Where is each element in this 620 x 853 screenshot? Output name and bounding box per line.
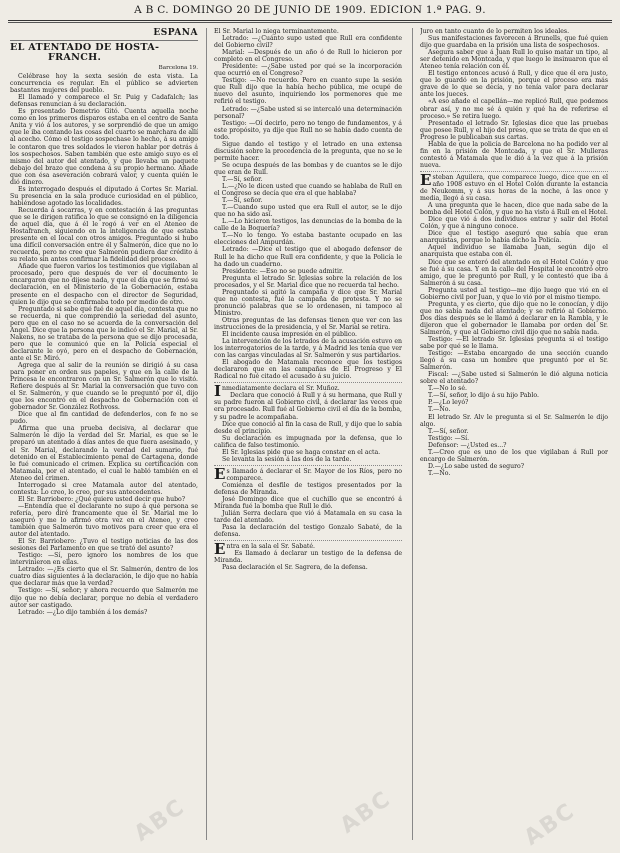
paragraph: Presentado el letrado Sr. Iglesias dice que las pruebas que posee Rull, y el hijo del preso, que se trata de que en el Progreso le publicaban sus cartas. xyxy=(420,119,608,141)
column-1 xyxy=(10,28,198,844)
dateline: Barcelona 19. xyxy=(158,65,198,71)
paragraph: L.—Lo hicieron testigos, las denuncias de la bomba de la calle de la Boquería? xyxy=(214,218,402,233)
paragraph: T.—Creo que es uno de los que vigilaban á Rull por encargo de Salmerón. xyxy=(420,448,608,463)
paragraph: Agrega que al salir de la reunión se dirigió á su casa para poner en orden sus papeles, y que en la calle de la Princesa le encontraron con un Sr. Salmerón que lo visitó. Refiere después al Sr. Marial la conversación que tuvo con el Sr. Salmerón, y que cuando se le preguntó por él, dijo que los encontró en el despacho de Gobernación con el gobernador Sr. González Rothvoss. xyxy=(10,361,198,412)
header-rule-double xyxy=(8,22,612,23)
column-divider xyxy=(412,28,413,840)
paragraph: Pregunta el letrado Sr. Iglesias sobre la relación de los procesados, y el Sr. Marial dice que no recuerda tal hecho. xyxy=(214,274,402,289)
paragraph: T.—Sí, señor. xyxy=(222,197,263,205)
divider xyxy=(214,382,402,383)
paragraph: Es interrogado después el diputado á Cortes Sr. Marial. Su presencia en la sala produce curiosidad en el público, habiéndose agotado las localidades. xyxy=(10,185,198,207)
divider xyxy=(214,540,402,541)
paragraph: El testigo entonces acusó á Rull, y dice que él era justo, que lo guardó en la prisión, porque el proceso era más grave de lo que se decía, y no tenía valor para declarar ante los jueces. xyxy=(420,70,608,99)
paragraph: Testigo: —Sí, pero ignoro los nombres de los que intervinieron en ellas. xyxy=(10,552,198,567)
watermark-stamp: ABC xyxy=(335,786,397,839)
paragraph: José Domingo dice que el cuchillo que se encontró á Miranda fué la bomba que Rull le dió. xyxy=(214,496,402,511)
paragraph: T.—Cuando supo usted que era Rull el autor, se le dijo que no ha sido así. xyxy=(214,204,402,219)
paragraph: El Sr. Barriobero: ¿Qué quiere usted decir que hubo? xyxy=(18,495,186,503)
paragraph: La intervención de los letrados de la acusación estuvo en los interrogatorios de la tarde, y á Madrid les tenía que ver con las cargas vinculadas al Sr. Salmerón y sus partidarios. xyxy=(214,338,402,360)
paragraph: Letrado: —¿Lo dijo también á los demás? xyxy=(18,608,148,616)
article-headline: EL ATENTADO DE HOSTA- xyxy=(10,42,160,53)
paragraph: Letrado: —¿Es cierto que el Sr. Salmerón, dentro de los cuatro días siguientes á la declaración, le dijo que no había que declarar más que la verdad? xyxy=(10,566,198,588)
paragraph: Testigo: —No recuerdo. Pero en cuanto supe la sesión que Rull dijo que la había hecho pública, me ocupé de nuevo del asunto, inquiriendo los pormenores que me refirió el testigo. xyxy=(214,77,402,106)
paragraph: Es llamado á declarar el Sr. Mayor de los Ríos, pero no comparece. xyxy=(214,464,402,483)
header-rule xyxy=(8,20,612,21)
paragraph: Preguntado si sabe qué fué de aquel día, contesta que no se recuerda, ni que comprendió la seriedad del asunto, pero que en el caso no se acuerda de la conversación del Angel. Dice que la persona que le indicó el Sr. Marial, al Sr. Nakens, no se trataba de la persona que se dijo procesada, pero que le comunicó que en la Policía especial el declarante le oyó, pero en el despacho de Gobernación, ante el Sr. Miró. xyxy=(10,305,198,362)
paragraph: Letrado: —¿Sabe usted si se intercaló una determinación personal? xyxy=(214,105,402,120)
paragraph: T.—Sí, señor. xyxy=(428,427,469,435)
article-headline-cont: FRANCH. xyxy=(48,52,102,63)
paragraph: Julián Serra declara que vió á Matamala en su casa la tarde del atentado. xyxy=(214,510,402,525)
paragraph: El incidente causa impresión en el público. xyxy=(222,331,357,339)
paragraph: Dice que vió á dos individuos entrar y salir del Hotel Colón, y que á ninguno conoce. xyxy=(420,216,608,231)
paragraph: Preguntado si agitó la campaña y dice que Sr. Marial que no contesta, fué la campaña de protesta. Y no se pronunció palabras que se lo ordenasen, ni tampoco al Ministro. xyxy=(214,288,402,317)
paragraph: Marial: —Después de un año ó de Rull lo hicieron por completo en el Congreso. xyxy=(214,49,402,64)
paragraph: Esteban Aguilera, que comparece luego, dice que en el año 1908 estuvo en el Hotel Colón durante la estancia de Neukomm, y á sus horas de la noche, á las once y media, llegó á su casa. xyxy=(420,170,608,203)
paragraph: Afirma que una prueba decisiva, al declarar que Salmerón le dijo la verdad del Sr. Marial, es que se le preparó un atentado á días antes de que fuera asesinado, y el Sr. Marial, declarando la verdad del sumario, fué detenido en el Establecimiento penal de Cartagena, donde le fué comunicado el crimen. Explica su certificación con Matamala, por el atentado, el cual le habló también en el Ateneo del crimen. xyxy=(10,425,198,482)
paragraph: Su declaración es impugnada por la defensa, que lo califica de falso testimonio. xyxy=(214,434,402,449)
section-title: ESPAÑA xyxy=(153,28,198,38)
paragraph: Defensor: —¿Usted es...? xyxy=(428,441,507,449)
paragraph: Es presentado Demetrio Gitó. Cuenta aquella noche como en los primeros disparos estaba en el centro de Santa Anita y vió á los autores, y se sorprendió de que un amigo que le iba contando las cosas del cuarto se marchara de allí al acecho. Cómo el testigo sospechase lo hecho, á su amigo le contaron que tres soldados le vieron hablar por detrás á los sospechosos. Saben también que este amigo suyo es el mismo del autor del atentado, y que llevaba un paquete debajo del brazo que condena á su propio hermano. Añade que con ésa aseveración cobrará valor, y cuenta quién le dió dinero. xyxy=(10,108,198,186)
page-header: A B C. DOMINGO 20 DE JUNIO DE 1909. EDICION 1.ª PAG. 9. xyxy=(134,4,486,16)
paragraph: Comienza el desfile de testigos presentados por la defensa de Miranda. xyxy=(214,481,402,496)
paragraph: Sigue dando el testigo y el letrado en una extensa discusión sobre la procedencia de la pregunta, que no se le permite hacer. xyxy=(214,140,402,162)
paragraph: Inmediatamente declara el Sr. Muñoz. xyxy=(214,382,340,401)
paragraph: Letrado: —¿Cuánto supo usted que Rull era confidente del Gobierno civil? xyxy=(214,35,402,50)
paragraph: Se ocupa después de las bombas y de cuantos se le dijo que eran de Rull. xyxy=(214,161,402,176)
paragraph: Pasa la declaración del testigo Gonzalo Sabaté, de la defensa. xyxy=(214,524,402,539)
paragraph: T.—No lo tengo. Yo estaba bastante ocupado en las elecciones del Ampurdán. xyxy=(214,232,402,247)
paragraph: L.—¿No le dicen usted que cuando se hablaba de Rull en el Congreso se decía que era el que hablaba? xyxy=(214,183,402,198)
paragraph: T.—No lo sé. xyxy=(428,385,467,393)
paragraph: Celébrase hoy la sexta sesión de esta vista. La concurrencia es regular. En el público se advierten bastantes mujeres del pueblo. xyxy=(10,73,198,95)
paragraph: Añade que fueron varios los testimonios que vigilaban al procesado, pero que después de ver el documento le encargaron que no dijese nada, y que el día que se firmó su declaración, en el Ministerio de la Gobernación, estaba presente en el despacho con el director de Seguridad, quien le dijo que se confirmaba todo por medio de otro. xyxy=(10,263,198,306)
paragraph: Testigo: —El letrado Sr. Iglesias pregunta si el testigo sabe por qué se le llama. xyxy=(420,336,608,351)
paragraph: Se levanta la sesión á las dos de la tarde. xyxy=(222,455,352,463)
paragraph: T.—No. xyxy=(428,469,451,477)
paragraph: T.—Sí, señor. xyxy=(222,175,263,183)
paragraph: A una pregunta que le hacen, dice que nada sabe de la bomba del Hotel Colón, y que no ha visto á Rull en el Hotel. xyxy=(420,202,608,217)
paragraph: Fiscal: —¿Sabe usted si Salmerón le dió alguna noticia sobre el atentado? xyxy=(420,371,608,386)
divider xyxy=(10,40,198,41)
paragraph: Aquel individuo se llamaba Juan, según dijo el anarquista que estaba con él. xyxy=(420,244,608,259)
paragraph: Pregunta, y es cierto, que dijo que no le conocían, y dijo que no sabía nada del atentado; y se refirió al Gobierno. Dos días después se le llamó á declarar en la Rambla, y le dijeron que el gobernador le llamaba por orden del Sr. Salmerón, y que al Gobierno civil dijo que no sabía nada. xyxy=(420,300,608,336)
paragraph: Dice que el testigo aseguró que sabía que eran anarquistas, porque lo había dicho la Policía. xyxy=(420,230,608,245)
paragraph: Pregunta usted al testigo—me dijo luego que vió en el Gobierno civil por Juan, y que lo vió por el mismo tiempo. xyxy=(420,286,608,301)
paragraph: Interrogado si cree Matamala autor del atentado, contesta: Lo creo, lo creo, por sus antecedentes. xyxy=(10,481,198,496)
paragraph: Presidente: —¿Sabe usted por qué se la incorporación que ocurrió en el Congreso? xyxy=(214,63,402,78)
paragraph: Presidente: —Eso no se puede admitir. xyxy=(222,267,344,275)
paragraph: Recuerda á socarras, y en contestación á las preguntas que se le dirigen ratifica lo que se consignó en la diligencia de aquel día, que á él le rogó á ver en el Ateneo de Hostafranch, siguiendo en la inteligencia de que estaba presente en el local con otros amigos. Preguntado si hubo una difícil conversación entre él y Salmerón, dice que no lo recuerda, pero no cree que Salmerón pudiera dar crédito á su relato sin antes confirmar la fidelidad del proceso. xyxy=(10,206,198,264)
paragraph: Dice que al fin cantidad de defenderlos, con fe no se pudo. xyxy=(10,411,198,426)
watermark-stamp: ABC xyxy=(519,798,581,851)
paragraph: El letrado Sr. Alv le pregunta si el Sr. Salmerón le dijo algo. xyxy=(420,413,608,428)
paragraph: Testigo: —Sí, señor; y ahora recuerdo que Salmerón me dijo que no debía declarar, porque no debía el verdadero autor ser castigado. xyxy=(10,587,198,609)
paragraph: El Sr. Marial lo niega terminantemente. xyxy=(214,28,339,35)
paragraph: T.—No. xyxy=(428,406,451,414)
paragraph: Declara que conoció á Rull y á su hermana, que Rull y su padre fueron al Gobierno civil, á declarar las veces que era procesado. Rull fué al Gobierno civil el día de la bomba, y su padre le acompañaba. xyxy=(214,392,402,421)
paragraph: El Sr. Iglesias pide que se haga constar en el acta. xyxy=(222,448,381,456)
column-3 xyxy=(420,28,608,844)
paragraph: D.—¿Lo sabe usted de seguro? xyxy=(428,462,525,470)
paragraph: T.—Sí, señor, lo dijo á su hijo Pablo. xyxy=(428,392,539,400)
paragraph: Pasa declaración el Sr. Sagrera, de la defensa. xyxy=(222,564,368,572)
divider xyxy=(214,465,402,466)
watermark-stamp: ABC xyxy=(129,794,191,847)
paragraph: —Entendía que el declarante no supo á qué persona se refería, pero diré francamente que el Sr. Marial me lo aseguró y me lo afirmó otra vez en el Ateneo, y creo también que Salmerón tuvo motivos para creer que era el autor del atentado. xyxy=(10,502,198,539)
paragraph: Sus manifestaciones favorecen á Brunells, que fué quien dijo que guardaba en la prisión una lista de sospechosos. xyxy=(420,35,608,50)
paragraph: Testigo: —Oí decirlo, pero no tengo de fundamentos, y á este propósito, ya dije que Rull no se había dado cuenta de todo. xyxy=(214,119,402,141)
paragraph: Es llamado á declarar un testigo de la defensa de Miranda. xyxy=(214,550,402,565)
paragraph: El Sr. Barriobero: ¿Tuvo el testigo noticias de las dos sesiones del Parlamento en que se trató del asunto? xyxy=(10,538,198,553)
paragraph: Otras preguntas de las defensas tienen que ver con las instrucciones de la presidencia, y el Sr. Marial se retira. xyxy=(214,316,402,331)
paragraph: El abogado de Matamala reconoce que los testigos declararon que en las campañas de El Progreso y El Radical no fué citado el acusado á su juicio. xyxy=(214,359,402,381)
paragraph: Testigo: —Estaba encargado de una sección cuando llegó á su casa un hombre que preguntó por el Sr. Salmerón. xyxy=(420,350,608,372)
paragraph: Entra en la sala el Sr. Sabaté. xyxy=(214,540,316,559)
paragraph: El llamado y comparece el Sr. Puig y Cadafalch; las defensas renuncian á su declaración. xyxy=(10,94,198,109)
paragraph: Habla de que la policía de Barcelona no ha podido ver al fin en la prisión de Montcada, y que el Sr. Mulleras contestó á Matamala que le dió á la vez que á la prisión nueva. xyxy=(420,140,608,169)
paragraph: Dice que se enteró del atentado en el Hotel Colón y que se fué á su casa. Y en la calle del Hospital le encontró otro amigo, que le preguntó por Rull, y le contestó que iba á Salmerón á su casa. xyxy=(420,258,608,287)
paragraph: Testigo: —Sí. xyxy=(428,434,470,442)
column-2 xyxy=(214,28,402,844)
paragraph: Dice que conoció al fin la casa de Rull, y dijo que lo sabía desde el principio. xyxy=(214,420,402,435)
column-divider xyxy=(206,28,207,840)
paragraph: Letrado: —Dice el testigo que el abogado defensor de Rull le ha dicho que Rull era confidente, y que la Policía le ha dado un cuaderno. xyxy=(214,246,402,268)
divider xyxy=(420,171,608,172)
paragraph: Asegura saber que á Juan Rull lo quiso matar un tipo, al ser detenido en Montcada, y que luego le insinuaron que el Ateneo tenía relación con él. xyxy=(420,49,608,71)
paragraph: P.—¿Lo leyó? xyxy=(428,399,469,407)
paragraph: Juro en tanto cuanto de lo permiten los ideales. xyxy=(420,28,570,35)
paragraph: «A eso añade el capellán—me replicó Rull, que podemos obrar así, y no me sé á quién y qué ha de referirse el proceso.» Se retira luego. xyxy=(420,98,608,120)
